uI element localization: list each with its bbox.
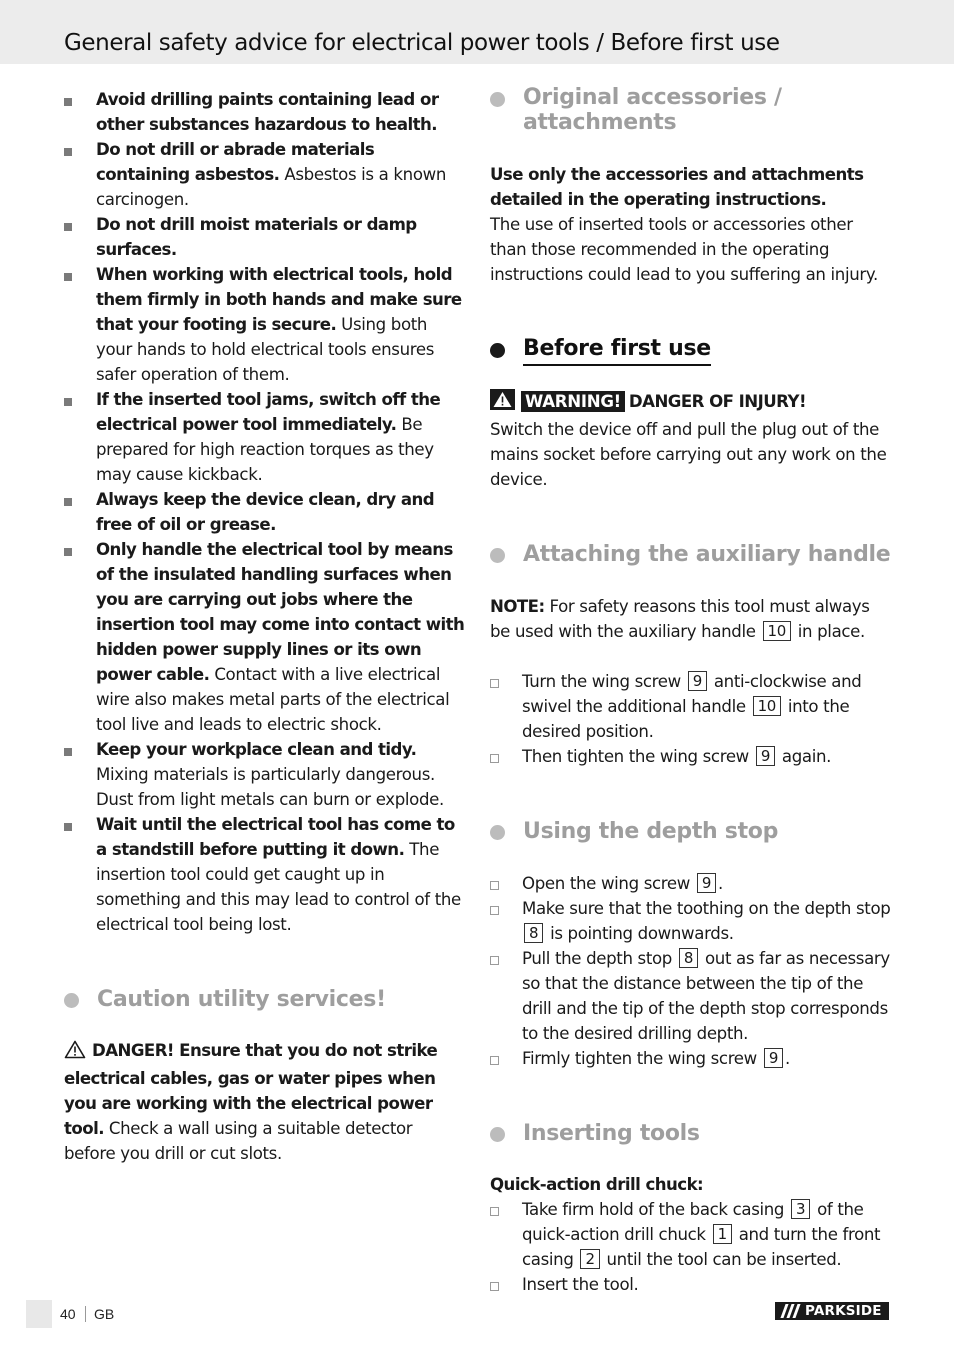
square-bullet-icon	[64, 498, 72, 506]
safety-item: When working with electrical tools, hold them firmly in both hands and make sure that your footing is secure. Using both your hands to hold electrical tools ensures safer operation of them.	[64, 262, 466, 387]
step-item: Make sure that the toothing on the depth stop 8 is pointing downwards.	[490, 896, 892, 946]
square-bullet-icon	[64, 398, 72, 406]
accessories-paragraph: Use only the accessories and attachments detailed in the operating instructions. The use of inserted tools or accessories other than those recommended in the operating instructions could lead to you suffering an injury.	[490, 165, 878, 284]
section-title: Caution utility services!	[97, 987, 386, 1012]
checkbox-bullet-icon	[490, 1056, 499, 1065]
warning-triangle-icon	[490, 389, 515, 417]
part-ref: 2	[580, 1249, 599, 1269]
square-bullet-icon	[64, 148, 72, 156]
section-aux-handle	[490, 542, 892, 567]
step-item: Then tighten the wing screw 9 again.	[490, 744, 892, 769]
logo-stripes-icon	[780, 1304, 800, 1318]
square-bullet-icon	[64, 748, 72, 756]
page-title: General safety advice for electrical power tools / Before first use	[64, 30, 780, 56]
section-title: Attaching the auxiliary handle	[523, 542, 891, 567]
square-bullet-icon	[64, 823, 72, 831]
part-ref: 8	[679, 948, 698, 968]
note-paragraph: NOTE: For safety reasons this tool must always be used with the auxiliary handle 10 in place.	[490, 597, 870, 641]
part-ref: 9	[764, 1048, 783, 1068]
footer-marker	[26, 1300, 52, 1328]
safety-item: If the inserted tool jams, switch off the electrical power tool immediately. Be prepared for high reaction torques as they may cause kickback.	[64, 387, 466, 487]
checkbox-bullet-icon	[490, 881, 499, 890]
part-ref: 10	[763, 621, 791, 641]
left-column	[64, 87, 466, 1166]
section-bullet-icon	[64, 993, 79, 1008]
part-ref: 9	[688, 671, 707, 691]
checkbox-bullet-icon	[490, 1207, 499, 1216]
section-title: Before first use	[523, 335, 711, 366]
safety-item: Keep your workplace clean and tidy. Mixing materials is particularly dangerous. Dust from light metals can burn or explode.	[64, 737, 466, 812]
page-number: 40	[60, 1306, 76, 1322]
page-header	[0, 0, 954, 64]
safety-item: Do not drill moist materials or damp surfaces.	[64, 212, 466, 262]
section-bullet-icon	[490, 825, 505, 840]
section-bullet-icon	[490, 1127, 505, 1142]
safety-item: Always keep the device clean, dry and free of oil or grease.	[64, 487, 466, 537]
section-bullet-icon	[490, 92, 505, 107]
step-item: Firmly tighten the wing screw 9 .	[490, 1046, 892, 1071]
checkbox-bullet-icon	[490, 754, 499, 763]
step-item: Insert the tool.	[490, 1272, 892, 1297]
step-item: Turn the wing screw 9 anti-clockwise and swivel the additional handle 10 into the desired position.	[490, 669, 892, 744]
part-ref: 8	[524, 923, 543, 943]
section-title: Original accessories / attachments	[523, 85, 782, 135]
step-item: Pull the depth stop 8 out as far as necessary so that the distance between the tip of the drill and the tip of the depth stop corresponds to the desired drilling depth.	[490, 946, 892, 1046]
step-item: Take firm hold of the back casing 3 of the quick-action drill chuck 1 and turn the front casing 2 until the tool can be inserted.	[490, 1197, 892, 1272]
section-depth-stop	[490, 819, 892, 844]
checkbox-bullet-icon	[490, 1282, 499, 1291]
part-ref: 9	[697, 873, 716, 893]
safety-item: Only handle the electrical tool by means of the insulated handling surfaces when you are carrying out jobs where the insertion tool may come into contact with hidden power supply lines or its own power cable. Contact with a live electrical wire also makes metal parts of the electrical tool live and leads to electric shock.	[64, 537, 466, 737]
footer-divider	[85, 1306, 86, 1322]
parkside-logo	[775, 1302, 889, 1320]
safety-item: Wait until the electrical tool has come to a standstill before putting it down. The insertion tool could get caught up in something and this may lead to control of the electrical tool being lost.	[64, 812, 466, 937]
section-bullet-icon	[490, 343, 505, 358]
subheading: Quick-action drill chuck:	[490, 1175, 704, 1194]
section-inserting-tools	[490, 1121, 892, 1146]
warning-triangle-icon	[64, 1040, 86, 1066]
safety-item: Do not drill or abrade materials containing asbestos. Asbestos is a known carcinogen.	[64, 137, 466, 212]
section-before-first-use	[490, 335, 892, 366]
warning-paragraph: WARNING! DANGER OF INJURY! Switch the device off and pull the plug out of the mains socket before carrying out any work on the device.	[490, 389, 892, 492]
square-bullet-icon	[64, 548, 72, 556]
checkbox-bullet-icon	[490, 956, 499, 965]
part-ref: 3	[791, 1199, 810, 1219]
section-bullet-icon	[490, 548, 505, 563]
part-ref: 1	[713, 1224, 732, 1244]
part-ref: 9	[756, 746, 775, 766]
warning-label: WARNING!	[521, 391, 625, 412]
safety-item: Avoid drilling paints containing lead or other substances hazardous to health.	[64, 87, 466, 137]
checkbox-bullet-icon	[490, 906, 499, 915]
section-accessories	[490, 85, 892, 135]
square-bullet-icon	[64, 273, 72, 281]
right-column	[490, 85, 892, 1297]
danger-paragraph: DANGER! Ensure that you do not strike electrical cables, gas or water pipes when you are working with the electrical power tool. Check a wall using a suitable detector before you drill or cut slots.	[64, 1041, 438, 1163]
section-caution	[64, 987, 466, 1012]
step-item: Open the wing screw 9 .	[490, 871, 892, 896]
language-code: GB	[94, 1306, 115, 1322]
section-title: Using the depth stop	[523, 819, 779, 844]
checkbox-bullet-icon	[490, 679, 499, 688]
square-bullet-icon	[64, 223, 72, 231]
part-ref: 10	[753, 696, 781, 716]
square-bullet-icon	[64, 98, 72, 106]
brand-name: PARKSIDE	[805, 1303, 882, 1319]
section-title: Inserting tools	[523, 1121, 700, 1146]
